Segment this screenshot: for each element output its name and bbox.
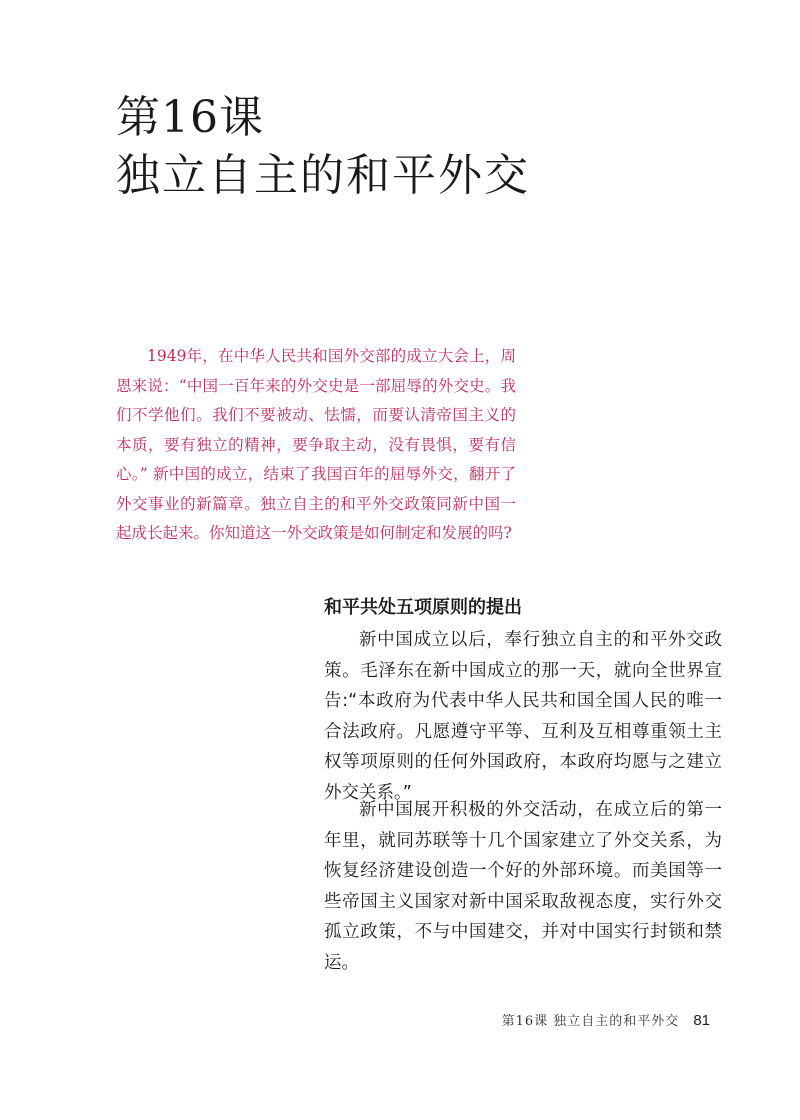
intro-paragraph: 1949年，在中华人民共和国外交部的成立大会上，周恩来说：“中国一百年来的外交史是一部屈辱的外交史。我们不学他们。我们不要被动、怯懦，而要认清帝国主义的本质，要有独立的精神，要争取主动，没有畏惧，要有信心。” 新中国的成立，结束了我国百年的屈辱外交，翻开了外交事业的新篇章。独立自主的和平外交政策同新中国一起成长起来。你知道这一外交政策是如何制定和发展的吗? (116, 347, 516, 542)
page-footer (502, 1010, 710, 1029)
lesson-number: 第16课 (116, 92, 264, 143)
page-number: 81 (693, 1012, 710, 1029)
lesson-title: 独立自主的和平外交 (116, 150, 530, 201)
body-paragraph: 新中国展开积极的外交活动，在成立后的第一年里，就同苏联等十几个国家建立了外交关系，为恢复经济建设创造一个好的外部环境。而美国等一些帝国主义国家对新中国采取敌视态度，实行外交孤立政策，不与中国建交，并对中国实行封锁和禁运。 (324, 800, 722, 973)
running-title: 第16课 独立自主的和平外交 (501, 1014, 680, 1029)
section-heading: 和平共处五项原则的提出 (324, 597, 522, 618)
body-paragraph: 新中国成立以后，奉行独立自主的和平外交政策。毛泽东在新中国成立的那一天，就向全世界宣告:“本政府为代表中华人民共和国全国人民的唯一合法政府。凡愿遵守平等、互利及互相尊重领土主权等项原则的任何外国政府，本政府均愿与之建立外交关系。” (324, 630, 722, 803)
